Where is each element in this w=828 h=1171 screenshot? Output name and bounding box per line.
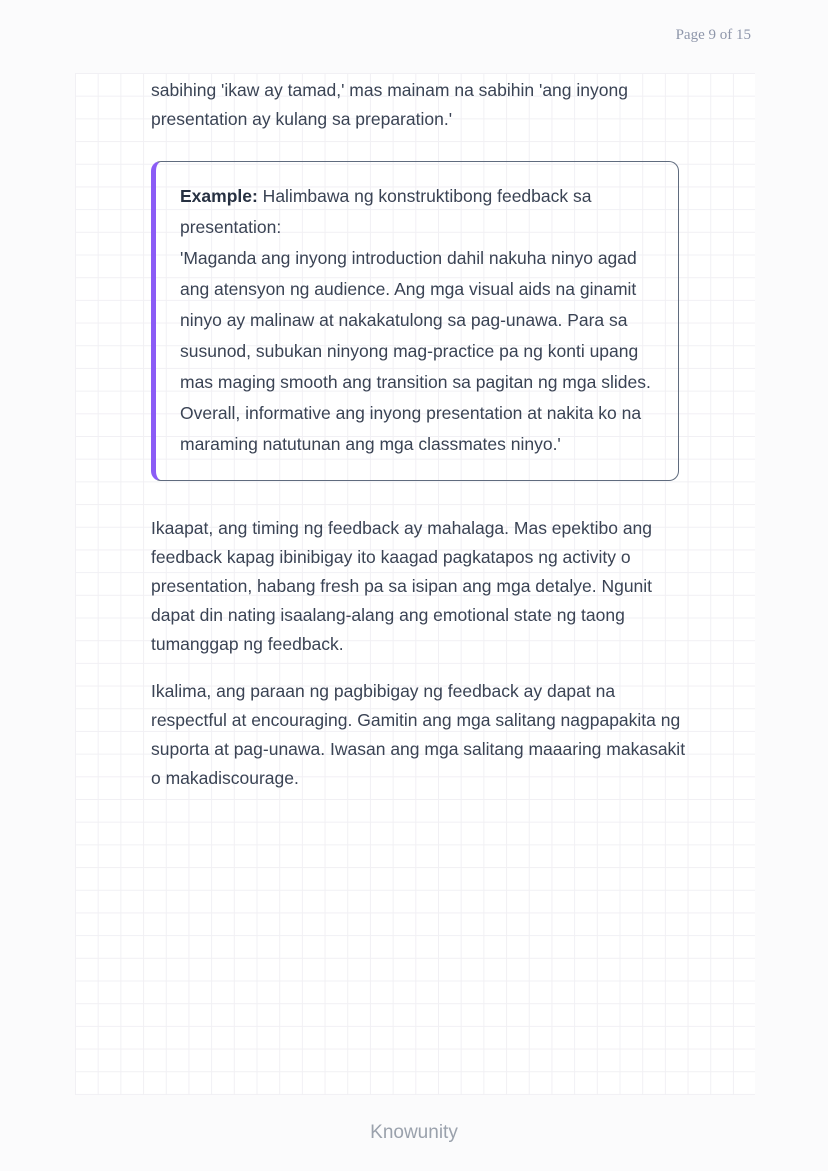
example-callout-box [151,161,679,481]
paragraph-ikaapat: Ikaapat, ang timing ng feedback ay mahalaga. Mas epektibo ang feedback kapag ibinibigay ito kaagad pagkatapos ng activity o presentation, habang fresh pa sa isipan ang mga detalye. Ngunit dapat din nating isaalang-alang ang emotional state ng taong tumanggap ng feedback. [151,518,653,654]
example-label: Example: [180,186,258,206]
example-text [180,181,654,460]
footer-brand: Knowunity [370,1122,458,1143]
intro-paragraph: sabihing 'ikaw ay tamad,' mas mainam na sabihin 'ang inyong presentation ay kulang sa preparation.' [151,80,628,129]
document-content [151,76,691,793]
page-indicator: Page 9 of 15 [675,27,751,43]
document-sheet [75,73,755,1095]
example-intro: Halimbawa ng konstruktibong feedback sa presentation: [180,186,592,237]
example-quote: 'Maganda ang inyong introduction dahil nakuha ninyo agad ang atensyon ng audience. Ang mga visual aids na ginamit ninyo ay malinaw at nakakatulong sa pag-unawa. Para sa susunod, subukan ninyong mag-practice pa ng konti upang mas maging smooth ang transition sa pagitan ng mga slides. Overall, informative ang inyong presentation at nakita ko na maraming natutunan ang mga classmates ninyo.' [180,248,651,454]
paragraph-ikalima: Ikalima, ang paraan ng pagbibigay ng feedback ay dapat na respectful at encouraging. Gamitin ang mga salitang nagpapakita ng suporta at pag-unawa. Iwasan ang mga salitang maaaring makasakit o makadiscourage. [151,681,686,788]
